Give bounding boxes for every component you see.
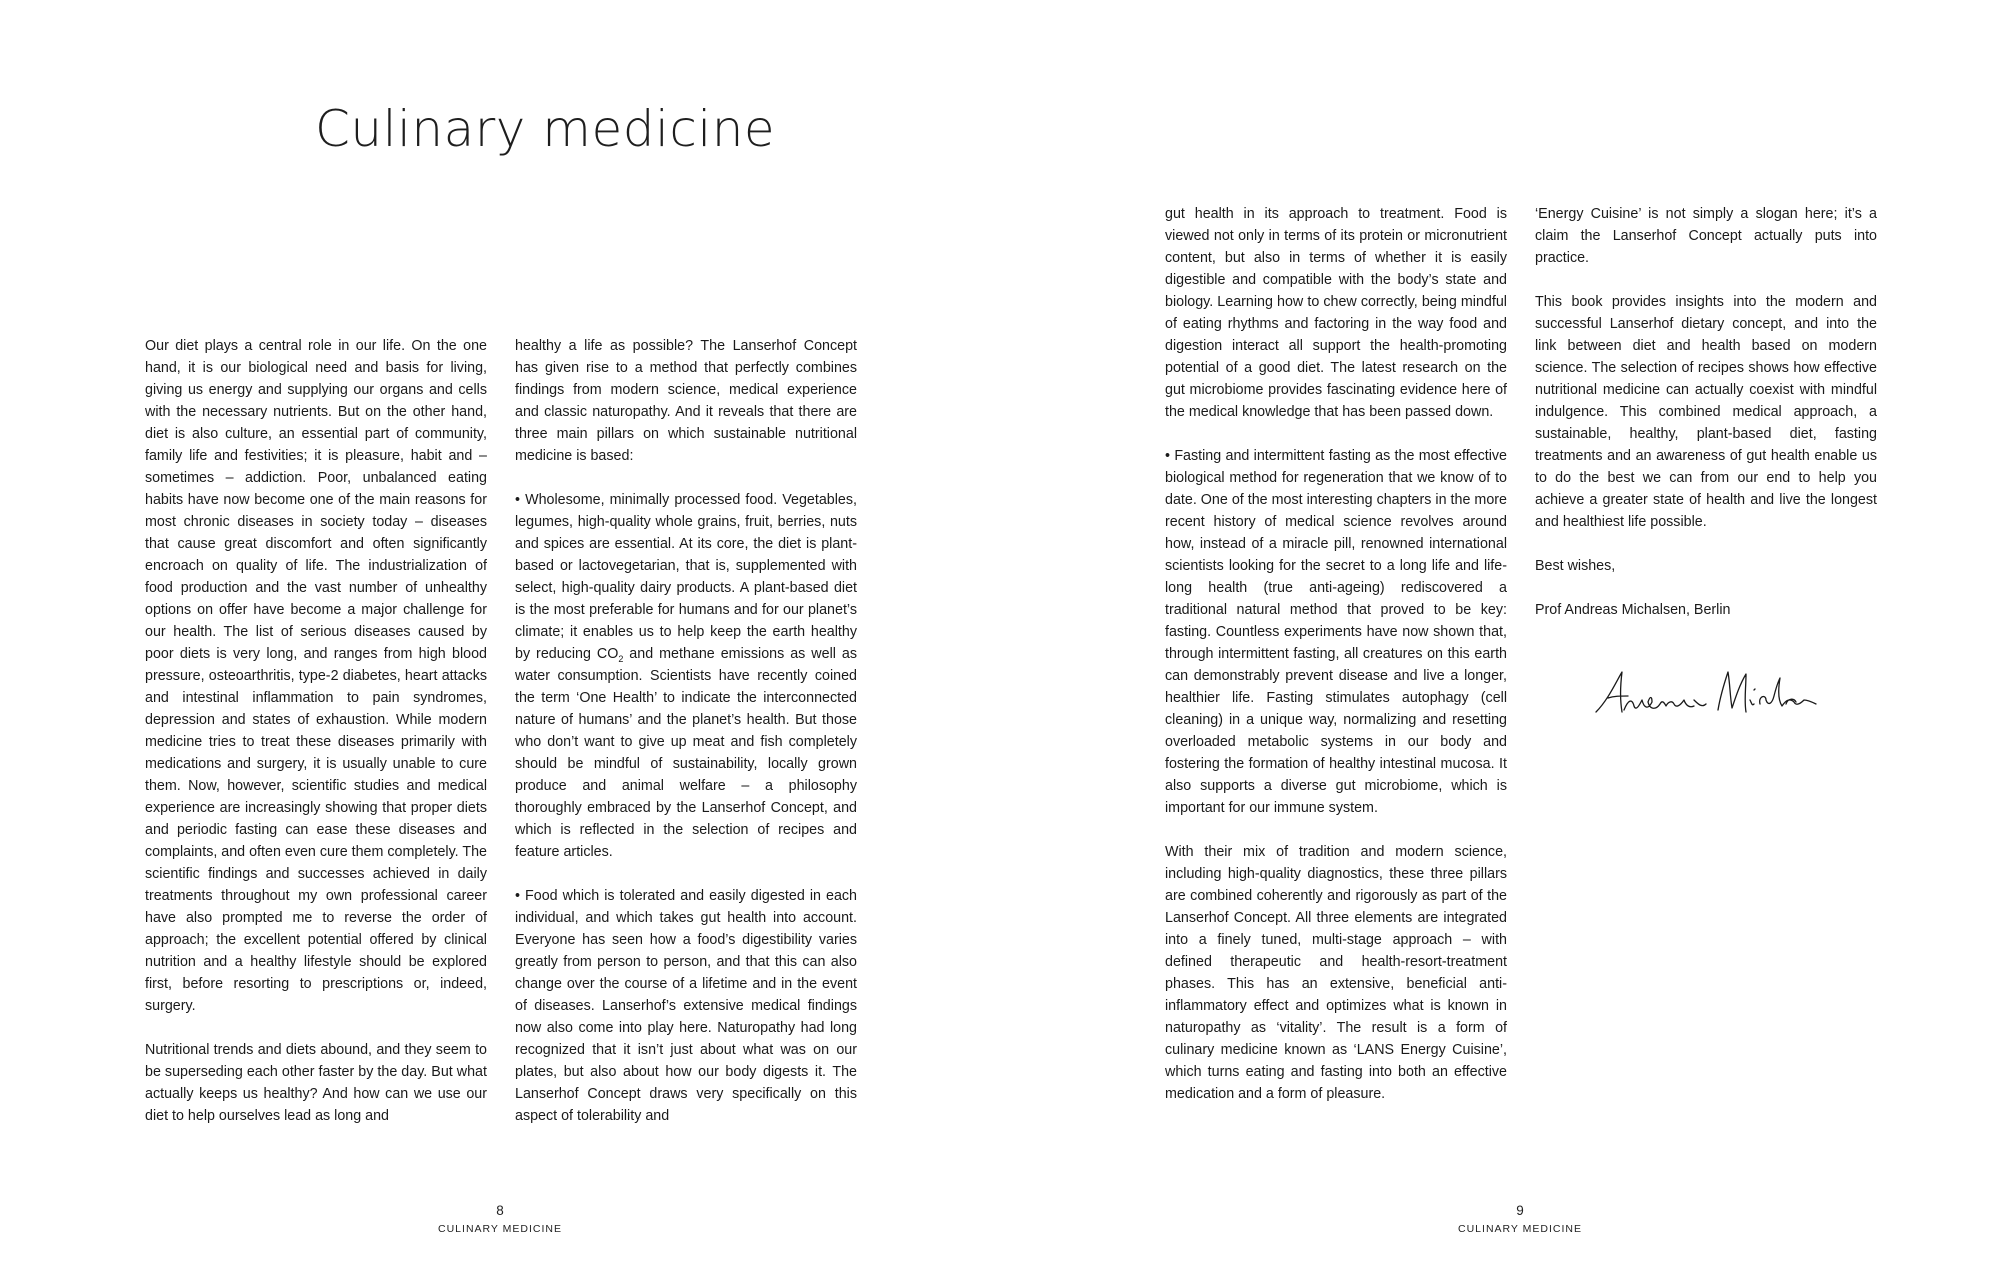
closing: Best wishes, [1535, 558, 1616, 574]
chapter-title: Culinary medicine [315, 100, 776, 158]
left-page-column-2 [515, 335, 857, 1127]
bullet-paragraph: • Food which is tolerated and easily digested in each individual, and which takes gut health into account. Everyone has seen how a food’s digestibility varies greatly from person to person, and that this can also change over the course of a lifetime and in the event of diseases. Lanserhof’s extensive medical findings now also come into play here. Naturopathy had long recognized that it isn’t just about what was on our plates, but also about how our body digests it. The Lanserhof Concept draws very specifically on this aspect of tolerability and [515, 888, 857, 1124]
left-page-folio [400, 1203, 600, 1237]
left-page-column-1 [145, 335, 487, 1127]
paragraph: Our diet plays a central role in our life. On the one hand, it is our biological need and basis for living, giving us energy and supplying our organs and cells with the necessary nutrients. But on the other hand, diet is also culture, an essential part of community, family life and festivities; it is pleasure, habit and – sometimes – addiction. Poor, unbalanced eating habits have now become one of the main reasons for most chronic diseases in society today – diseases that cause great discomfort and often significantly encroach on quality of life. The industrialization of food production and the vast number of unhealthy options on offer have become a major challenge for our health. The list of serious diseases caused by poor diets is very long, and ranges from high blood pressure, osteoarthritis, type-2 diabetes, heart attacks and intestinal inflammation to pain syndromes, depression and states of exhaustion. While modern medicine tries to treat these diseases primarily with medications and surgery, it is usually unable to cure them. Now, however, scientific studies and medical experience are increasingly showing that proper diets and periodic fasting can ease these diseases and complaints, and often even cure them completely. The scientific findings and successes achieved in daily treatments throughout my own professional career have also prompted me to reverse the order of approach; the excellent potential offered by clinical nutrition and a healthy lifestyle should be explored first, before resorting to prescriptions or, indeed, surgery. [145, 338, 487, 1014]
paragraph: ‘Energy Cuisine’ is not simply a slogan here; it’s a claim the Lanserhof Concept actually puts into practice. [1535, 206, 1877, 266]
running-head: CULINARY MEDICINE [1458, 1223, 1582, 1235]
paragraph: With their mix of tradition and modern science, including high-quality diagnostics, these three pillars are combined coherently and rigorously as part of the Lanserhof Concept. All three elements are integrated into a finely tuned, multi-stage approach – with defined therapeutic and health-resort-treatment phases. This has an extensive, beneficial anti-inflammatory effect and optimizes what is known in naturopathy as ‘vitality’. The result is a form of culinary medicine known as ‘LANS Energy Cuisine’, which turns eating and fasting into both an effective medication and a form of pleasure. [1165, 844, 1507, 1102]
paragraph: Nutritional trends and diets abound, and they seem to be superseding each other faster by the day. But what actually keeps us healthy? And how can we use our diet to help ourselves lead as long and [145, 1042, 487, 1124]
bullet-paragraph [515, 489, 857, 863]
author-signoff: Prof Andreas Michalsen, Berlin [1535, 602, 1731, 618]
paragraph: healthy a life as possible? The Lanserhof Concept has given rise to a method that perfectly combines findings from modern science, medical experience and classic naturopathy. And it reveals that there are three main pillars on which sustainable nutritional medicine is based: [515, 338, 857, 464]
page-number: 8 [496, 1203, 504, 1218]
running-head: CULINARY MEDICINE [438, 1223, 562, 1235]
page-number: 9 [1516, 1203, 1524, 1218]
bullet-text: • Wholesome, minimally processed food. Vegetables, legumes, high-quality whole grains, fruit, berries, nuts and spices are essential. At its core, the diet is plant-based or lactovegetarian, that is, supplemented with select, high-quality dairy products. A plant-based diet is the most preferable for humans and for our planet’s climate; it enables us to help keep the earth healthy by reducing CO [515, 492, 857, 662]
handwritten-signature [1590, 660, 1820, 730]
bullet-paragraph: • Fasting and intermittent fasting as the most effective biological method for regeneration that we know of to date. One of the most interesting chapters in the more recent history of medical science revolves around how, instead of a miracle pill, renowned international scientists looking for the secret to a long life and life-long health (true anti-ageing) rediscovered a traditional natural method that proved to be key: fasting. Countless experiments have now shown that, through intermittent fasting, all creatures on this earth can demonstrably prevent disease and live a longer, healthier life. Fasting stimulates autophagy (cell cleaning) in a unique way, normalizing and resetting overloaded metabolic systems in our body and fostering the formation of healthy intestinal mucosa. It also supports a diverse gut microbiome, which is important for our immune system. [1165, 448, 1507, 816]
right-page-folio [1420, 1203, 1620, 1237]
right-page-column-1 [1165, 203, 1507, 1105]
paragraph: This book provides insights into the modern and successful Lanserhof dietary concept, and into the link between diet and health based on modern science. The selection of recipes shows how effective nutritional medicine can actually coexist with mindful indulgence. This combined medical approach, a sustainable, healthy, plant-based diet, fasting treatments and an awareness of gut health enable us to do the best we can from our end to help you achieve a greater state of health and live the longest and healthiest life possible. [1535, 294, 1877, 530]
right-page-column-2 [1535, 203, 1877, 621]
subscript: 2 [618, 653, 624, 664]
paragraph: gut health in its approach to treatment. Food is viewed not only in terms of its protein or micronutrient content, but also in terms of whether it is easily digestible and compatible with the body’s state and biology. Learning how to chew correctly, being mindful of eating rhythms and factoring in the way food and digestion interact all support the health-promoting potential of a good diet. The latest research on the gut microbiome provides fascinating evidence here of the medical knowledge that has been passed down. [1165, 206, 1507, 420]
bullet-text-continued: and methane emissions as well as water consumption. Scientists have recently coined the term ‘One Health’ to indicate the interconnected nature of humans’ and the planet’s health. But those who don’t want to give up meat and fish completely should be mindful of sustainability, locally grown produce and animal welfare – a philosophy thoroughly embraced by the Lanserhof Concept, and which is reflected in the selection of recipes and feature articles. [515, 646, 857, 860]
